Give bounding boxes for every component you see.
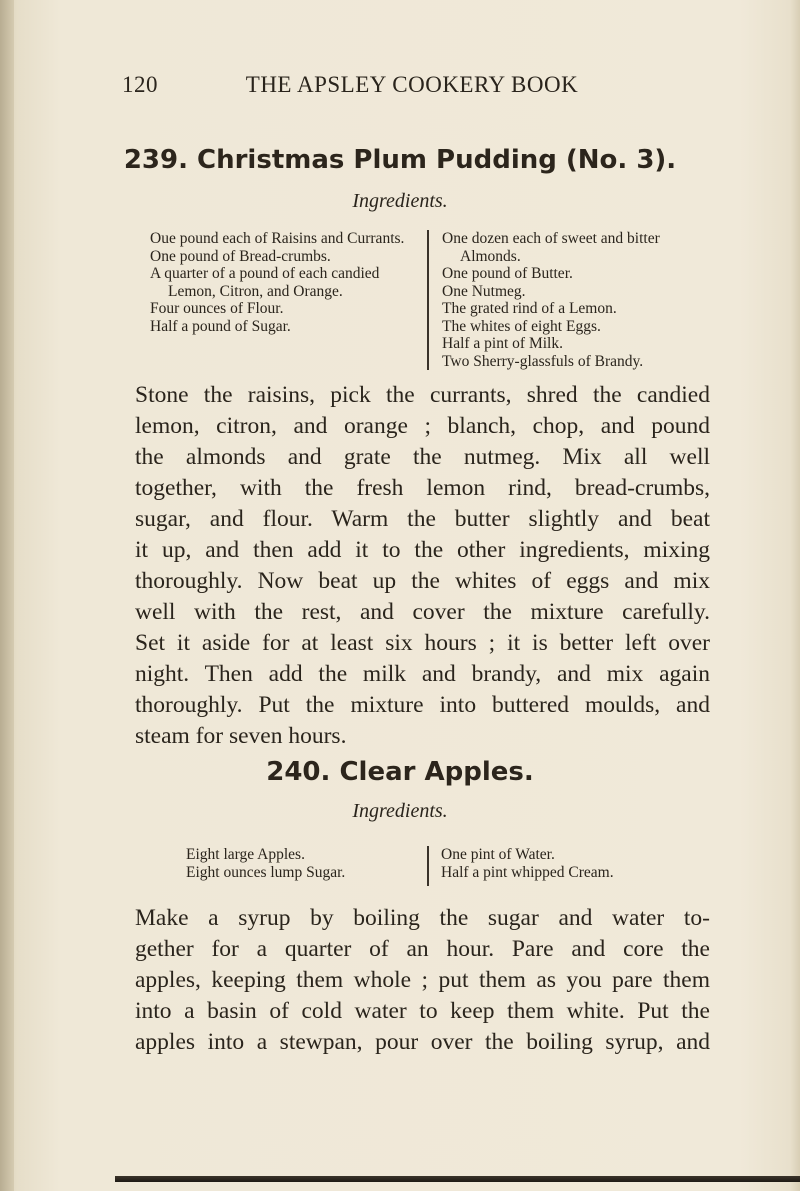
book-spine-shadow bbox=[0, 0, 14, 1191]
method-line: well with the rest, and cover the mixture carefully. bbox=[135, 599, 710, 625]
running-head bbox=[122, 72, 682, 98]
method-line: it up, and then add it to the other ingredients, mixing bbox=[135, 537, 710, 563]
method-line: Stone the raisins, pick the currants, shred the candied bbox=[135, 382, 710, 408]
page-bottom-edge bbox=[115, 1176, 800, 1182]
recipe-240-title: 240. Clear Apples. bbox=[266, 757, 534, 787]
recipe-240-ingredients-right bbox=[441, 846, 711, 881]
method-line: the almonds and grate the nutmeg. Mix all well bbox=[135, 444, 710, 470]
ingredients-column-divider bbox=[427, 846, 429, 886]
recipe-240-ingredients-left bbox=[186, 846, 426, 881]
ingredient-item: Eight large Apples. bbox=[186, 846, 305, 863]
ingredient-item: A quarter of a pound of each candied Lemon, Citron, and Orange. bbox=[150, 265, 380, 300]
ingredient-item: Half a pint whipped Cream. bbox=[441, 863, 614, 881]
ingredient-item: Two Sherry-glassfuls of Brandy. bbox=[442, 352, 644, 370]
method-line: gether for a quarter of an hour. Pare and core the bbox=[135, 936, 710, 962]
method-line: thoroughly. Put the mixture into buttered moulds, and bbox=[135, 692, 710, 718]
recipe-240-method bbox=[135, 903, 710, 1058]
recipe-239-title: 239. Christmas Plum Pudding (No. 3). bbox=[123, 145, 677, 175]
method-line: lemon, citron, and orange ; blanch, chop, and pound bbox=[135, 413, 710, 439]
recipe-239-ingredients-right bbox=[442, 230, 714, 370]
ingredient-item: One pound of Butter. bbox=[442, 265, 573, 282]
ingredient-item: One dozen each of sweet and bitter Almonds. bbox=[442, 230, 660, 265]
book-title: THE APSLEY COOKERY BOOK bbox=[245, 72, 579, 97]
recipe-240-ingredients-heading: Ingredients. bbox=[352, 800, 448, 822]
ingredient-item: One pint of Water. bbox=[441, 846, 555, 863]
method-line: night. Then add the milk and brandy, and mix again bbox=[135, 661, 710, 687]
ingredient-item: Oue pound each of Raisins and Currants. bbox=[150, 230, 405, 247]
recipe-239-method bbox=[135, 380, 710, 752]
ingredient-item: Eight ounces lump Sugar. bbox=[186, 863, 346, 881]
ingredient-item: Four ounces of Flour. bbox=[150, 300, 284, 317]
ingredients-column-divider bbox=[427, 230, 429, 370]
method-line: into a basin of cold water to keep them white. Put the bbox=[135, 998, 710, 1024]
method-line: sugar, and flour. Warm the butter slightly and beat bbox=[135, 506, 710, 532]
method-line: together, with the fresh lemon rind, bread-crumbs, bbox=[135, 475, 710, 501]
method-line: steam for seven hours. bbox=[135, 723, 347, 749]
page-number: 120 bbox=[122, 72, 158, 97]
method-line: Make a syrup by boiling the sugar and water to- bbox=[135, 905, 710, 931]
ingredient-item: The grated rind of a Lemon. bbox=[442, 300, 617, 317]
ingredient-item: One Nutmeg. bbox=[442, 282, 526, 300]
method-line: Set it aside for at least six hours ; it is better left over bbox=[135, 630, 710, 656]
method-line: thoroughly. Now beat up the whites of eggs and mix bbox=[135, 568, 710, 594]
method-line: apples, keeping them whole ; put them as you pare them bbox=[135, 967, 710, 993]
ingredient-item: Half a pound of Sugar. bbox=[150, 317, 291, 335]
ingredient-item: The whites of eight Eggs. bbox=[442, 317, 601, 335]
recipe-239-ingredients-heading: Ingredients. bbox=[352, 190, 448, 212]
recipe-239-ingredients-left bbox=[150, 230, 413, 335]
ingredient-item: Half a pint of Milk. bbox=[442, 335, 563, 352]
ingredient-item: One pound of Bread-crumbs. bbox=[150, 247, 331, 265]
method-line: apples into a stewpan, pour over the boiling syrup, and bbox=[135, 1029, 710, 1055]
